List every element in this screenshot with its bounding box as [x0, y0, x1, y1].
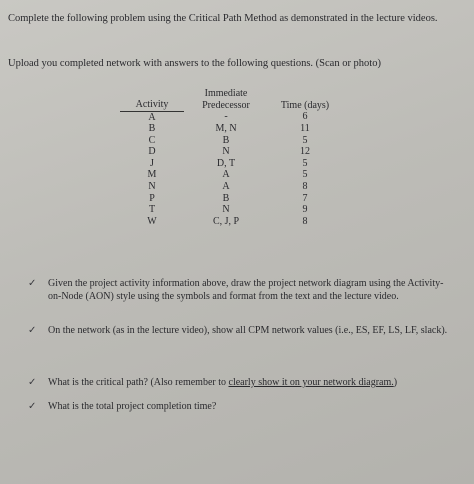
cell-time: 5 — [302, 157, 308, 169]
cell-activity: W — [147, 215, 157, 227]
question-text-end: ) — [393, 377, 398, 388]
question-item — [28, 401, 448, 414]
cell-activity: D — [148, 146, 156, 158]
cell-predecessor: N — [222, 146, 230, 158]
table-row — [120, 181, 342, 193]
cell-time: 5 — [302, 169, 308, 181]
question-text-start: What is the critical path? (Also remember to — [48, 377, 229, 388]
cell-predecessor: A — [222, 169, 230, 181]
cell-time: 12 — [300, 146, 310, 158]
cell-time: 8 — [302, 215, 308, 227]
column-header-activity: Activity — [120, 88, 184, 111]
question-item — [28, 377, 448, 390]
predecessor-header-line1: Immediate — [204, 88, 248, 99]
cell-predecessor: A — [222, 181, 230, 193]
table-row — [120, 146, 342, 158]
cell-predecessor: C, J, P — [212, 215, 240, 227]
question-text: What is the total project completion time? — [48, 401, 217, 412]
activity-table-container — [120, 88, 342, 227]
cell-time: 11 — [300, 123, 310, 135]
predecessor-header-line2: Predecessor — [202, 99, 250, 111]
question-text: Given the project activity information above, draw the project network diagram using the Activity-on-Node (AON) style using the symbols and format from the text and the lecture video. — [48, 278, 444, 302]
table-header-row — [120, 88, 342, 111]
question-list-4 — [28, 401, 448, 414]
cell-time: 8 — [302, 181, 308, 193]
question-text: On the network (as in the lecture video), show all CPM network values (i.e., ES, EF, LS, LF, slack). — [48, 325, 448, 336]
cell-predecessor: N — [222, 204, 230, 216]
table-body — [120, 111, 342, 227]
cell-activity: T — [148, 204, 156, 216]
cell-predecessor: M, N — [215, 123, 237, 135]
checkmark-icon: ✓ — [28, 377, 37, 388]
table-row — [120, 216, 342, 228]
cell-activity: N — [148, 181, 156, 193]
cell-activity: M — [147, 169, 157, 181]
table-row — [120, 169, 342, 181]
question-list-1 — [28, 278, 448, 303]
question-list-2 — [28, 325, 448, 338]
cell-activity: C — [148, 134, 156, 146]
cell-time: 5 — [302, 134, 308, 146]
cell-predecessor: D, T — [216, 157, 236, 169]
column-header-time: Time (days) — [280, 99, 330, 111]
cell-predecessor: B — [222, 192, 230, 204]
cell-predecessor: B — [222, 134, 230, 146]
cell-time: 7 — [302, 192, 308, 204]
question-text-underlined: clearly show it on your network diagram. — [228, 377, 394, 388]
cell-activity: B — [148, 123, 156, 135]
column-header-predecessor — [184, 88, 268, 111]
table-row — [120, 123, 342, 135]
question-item — [28, 325, 448, 338]
intro-text: Complete the following problem using the Critical Path Method as demonstrated in the lecture videos. — [8, 13, 438, 24]
cell-activity: A — [148, 111, 156, 123]
cell-activity: P — [149, 192, 155, 204]
cell-predecessor: - — [224, 111, 228, 123]
cell-time: 9 — [302, 204, 308, 216]
question-item — [28, 278, 448, 303]
question-list-3 — [28, 377, 448, 390]
checkmark-icon: ✓ — [28, 401, 37, 412]
cell-time: 6 — [302, 111, 308, 123]
table-row — [120, 135, 342, 147]
activity-table — [120, 88, 342, 227]
table-row — [120, 204, 342, 216]
table-row — [120, 193, 342, 205]
checkmark-icon: ✓ — [28, 278, 37, 289]
cell-activity: J — [150, 157, 154, 169]
upload-instructions: Upload you completed network with answers to the following questions. (Scan or photo) — [8, 58, 381, 69]
table-row — [120, 158, 342, 170]
checkmark-icon: ✓ — [28, 325, 37, 336]
table-row — [120, 111, 342, 123]
